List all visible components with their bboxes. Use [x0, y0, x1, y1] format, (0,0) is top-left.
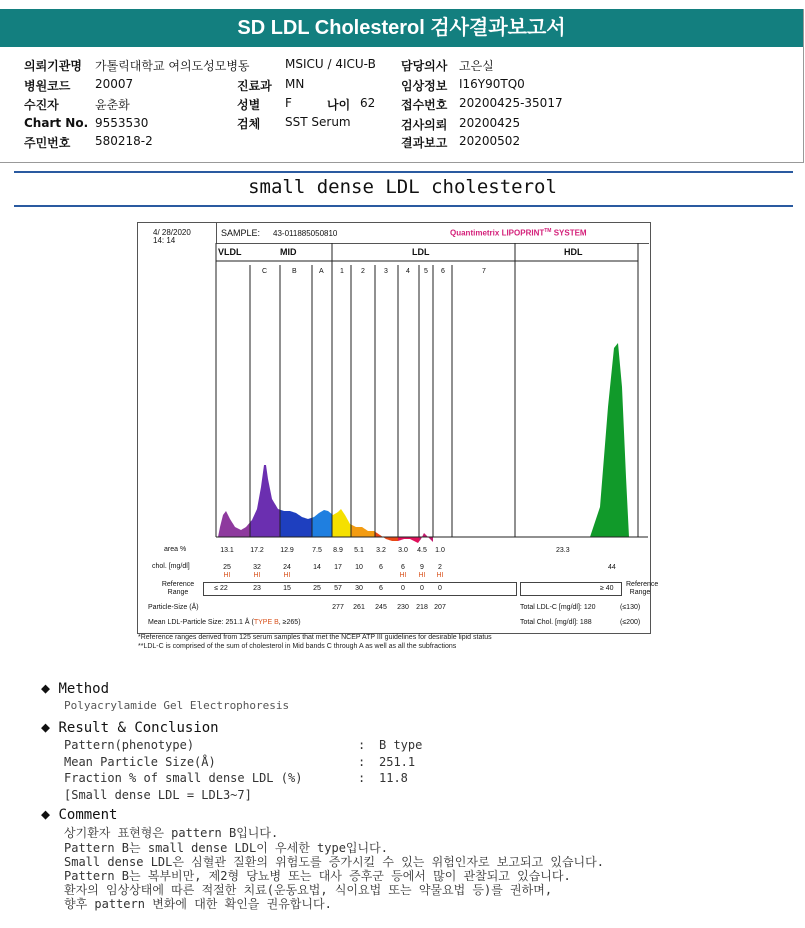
info-label: 병원코드 [24, 79, 71, 93]
reference-value: 15 [283, 585, 291, 592]
mean-ldl-size: Mean LDL-Particle Size: 251.1 Å (TYPE B, ≥265) [148, 619, 301, 626]
band-sub-label: 6 [441, 268, 445, 275]
sample-label: SAMPLE: [221, 228, 261, 238]
result-colon: : [358, 755, 366, 769]
chart-segment [312, 510, 332, 537]
info-value: 고은실 [459, 59, 494, 73]
band-sub-label: A [319, 268, 324, 275]
age-value: 62 [360, 96, 376, 110]
result-value: B type [379, 738, 423, 752]
band-sub-label: 7 [482, 268, 486, 275]
total-chol-ref: (≤200) [620, 619, 641, 626]
band-mid: MID [280, 247, 297, 257]
section-rule-top [14, 171, 793, 173]
lipoprint-report [137, 222, 659, 634]
system-name: Quantimetrix LIPOPRINT™ SYSTEM [450, 228, 587, 238]
area-hdl: 23.3 [556, 547, 570, 554]
comment-line: Pattern B는 small dense LDL이 우세한 type입니다. [64, 841, 388, 855]
area-value: 8.9 [333, 547, 343, 554]
info-value: SST Serum [285, 115, 351, 129]
total-ldl-ref: (≤130) [620, 604, 641, 611]
chart-segment [375, 532, 398, 541]
comment-heading: ◆ Comment [41, 805, 118, 823]
particle-size-value: 261 [353, 604, 365, 611]
comment-line: 상기환자 표현형은 pattern B입니다. [64, 826, 279, 840]
info-label: 성별 [237, 98, 261, 112]
particle-size-value: 207 [434, 604, 446, 611]
band-sub-label: 2 [361, 268, 365, 275]
comment-line: Pattern B는 복부비만, 제2형 당뇨병 또는 대사 증후군 등에서 많이 관찰되고 있습니다. [64, 869, 571, 883]
info-label: 검체 [237, 117, 261, 131]
reference-value: 0 [401, 585, 405, 592]
reference-value: 57 [334, 585, 342, 592]
method-text: Polyacrylamide Gel Electrophoresis [64, 699, 290, 712]
chol-value: 25 [223, 564, 231, 571]
hi-flag: HI [223, 572, 231, 579]
result-value: 11.8 [379, 771, 408, 785]
sample-id: 43-011885050810 [273, 229, 338, 238]
info-label: Chart No. [24, 116, 89, 130]
total-ldl: Total LDL-C [mg/dl]: 120 [520, 604, 596, 611]
age-label: 나이 [327, 98, 351, 112]
reference-value: 30 [355, 585, 363, 592]
header-border [803, 9, 804, 163]
info-label: 의뢰기관명 [24, 59, 82, 73]
footnote-1: *Reference ranges derived from 125 serum samples that met the NCEP ATP III guidelines for desirable lipid status [138, 634, 492, 641]
chol-value: 6 [401, 564, 405, 571]
reference-label: Reference Range [161, 581, 195, 596]
info-value: 9553530 [95, 116, 149, 130]
info-label: 주민번호 [24, 136, 71, 150]
chol-value: 10 [355, 564, 363, 571]
band-hdl: HDL [564, 247, 583, 257]
section-rule-bottom [14, 205, 793, 207]
header-divider [0, 162, 803, 163]
total-chol: Total Chol. [mg/dl]: 188 [520, 619, 592, 626]
area-value: 12.9 [280, 547, 294, 554]
info-label: 수진자 [24, 98, 59, 112]
chol-label: chol. [mg/dl] [152, 563, 190, 570]
chart-segment [280, 510, 312, 537]
hdl-reference-label: Reference Range [626, 581, 659, 596]
result-label: Mean Particle Size(Å) [64, 755, 216, 769]
hdl-reference-value: ≥ 40 [600, 585, 614, 592]
chart-segment [218, 511, 250, 537]
band-ldl: LDL [412, 247, 430, 257]
info-value: 20200502 [459, 134, 521, 148]
hi-flag: HI [436, 572, 444, 579]
chart-segment [398, 537, 419, 543]
chol-value: 9 [420, 564, 424, 571]
hi-flag: HI [399, 572, 407, 579]
hdl-peak [590, 343, 629, 537]
reference-value: 23 [253, 585, 261, 592]
particle-size-value: 218 [416, 604, 428, 611]
hi-flag: HI [283, 572, 291, 579]
info-value: 20200425-35017 [459, 96, 563, 110]
particle-size-value: 245 [375, 604, 387, 611]
reference-value: ≤ 22 [214, 585, 228, 592]
result-heading: ◆ Result & Conclusion [41, 718, 219, 736]
comment-line: 향후 pattern 변화에 대한 확인을 권유합니다. [64, 897, 332, 911]
particle-size-label: Particle-Size (Å) [148, 604, 199, 611]
info-value: MN [285, 77, 305, 91]
band-sub-label: 5 [424, 268, 428, 275]
area-value: 4.5 [417, 547, 427, 554]
section-title: small dense LDL cholesterol [248, 176, 557, 198]
info-label: 담당의사 [401, 59, 448, 73]
hi-flag: HI [418, 572, 426, 579]
chol-value: 2 [438, 564, 442, 571]
result-label: Pattern(phenotype) [64, 738, 195, 752]
chol-value: 24 [283, 564, 291, 571]
chol-value: 17 [334, 564, 342, 571]
method-heading: ◆ Method [41, 679, 110, 697]
area-value: 13.1 [220, 547, 234, 554]
area-value: 5.1 [354, 547, 364, 554]
chart-segment [332, 509, 351, 537]
info-label: 결과보고 [401, 136, 448, 150]
info-value: 580218-2 [95, 134, 153, 148]
band-sub-label: 1 [340, 268, 344, 275]
area-label: area % [164, 546, 187, 553]
area-value: 7.5 [312, 547, 322, 554]
chart-segment [351, 525, 375, 538]
info-value: 20200425 [459, 116, 521, 130]
chart-segment [250, 465, 280, 537]
particle-size-value: 277 [332, 604, 344, 611]
info-label: 검사의뢰 [401, 118, 448, 132]
report-title: SD LDL Cholesterol 검사결과보고서 [0, 9, 803, 47]
chol-value: 6 [379, 564, 383, 571]
area-value: 1.0 [435, 547, 445, 554]
info-value: 윤춘화 [95, 98, 130, 112]
info-value: 가톨릭대학교 여의도성모병동 [95, 59, 250, 73]
band-sub-label: B [292, 268, 297, 275]
info-value: I16Y90TQ0 [459, 77, 525, 91]
band-sub-label: 3 [384, 268, 388, 275]
footnote-2: **LDL-C is comprised of the sum of cholesterol in Mid bands C through A as well as all the subfractions [138, 643, 457, 650]
reference-value: 6 [379, 585, 383, 592]
chol-value: 14 [313, 564, 321, 571]
result-colon: : [358, 738, 366, 752]
comment-line: 환자의 임상상태에 따른 적절한 치료(운동요법, 식이요법 또는 약물요법 등)를 권하며, [64, 883, 553, 897]
result-label: Fraction % of small dense LDL (%) [64, 771, 303, 785]
band-sub-label: C [262, 268, 268, 275]
hi-flag: HI [253, 572, 261, 579]
reference-value: 0 [420, 585, 424, 592]
info-label: 임상정보 [401, 79, 448, 93]
info-label: 진료과 [237, 79, 272, 93]
band-vldl: VLDL [218, 247, 242, 257]
reference-value: 0 [438, 585, 442, 592]
particle-size-value: 230 [397, 604, 409, 611]
result-colon: : [358, 771, 366, 785]
report-time: 14: 14 [153, 236, 176, 245]
area-value: 3.2 [376, 547, 386, 554]
info-label: 접수번호 [401, 98, 448, 112]
comment-line: Small dense LDL은 심혈관 질환의 위험도를 증가시킬 수 있는 위험인자로 보고되고 있습니다. [64, 855, 604, 869]
band-sub-label: 4 [406, 268, 410, 275]
result-note: [Small dense LDL = LDL3~7] [64, 788, 252, 802]
chol-hdl: 44 [608, 564, 616, 571]
info-value: 20007 [95, 77, 134, 91]
info-value: F [285, 96, 292, 110]
report-date: 4/ 28/2020 [153, 228, 191, 237]
result-value: 251.1 [379, 755, 416, 769]
area-value: 3.0 [398, 547, 408, 554]
info-value: MSICU / 4ICU-B [285, 57, 376, 71]
chol-value: 32 [253, 564, 261, 571]
area-value: 17.2 [250, 547, 264, 554]
reference-value: 25 [313, 585, 321, 592]
